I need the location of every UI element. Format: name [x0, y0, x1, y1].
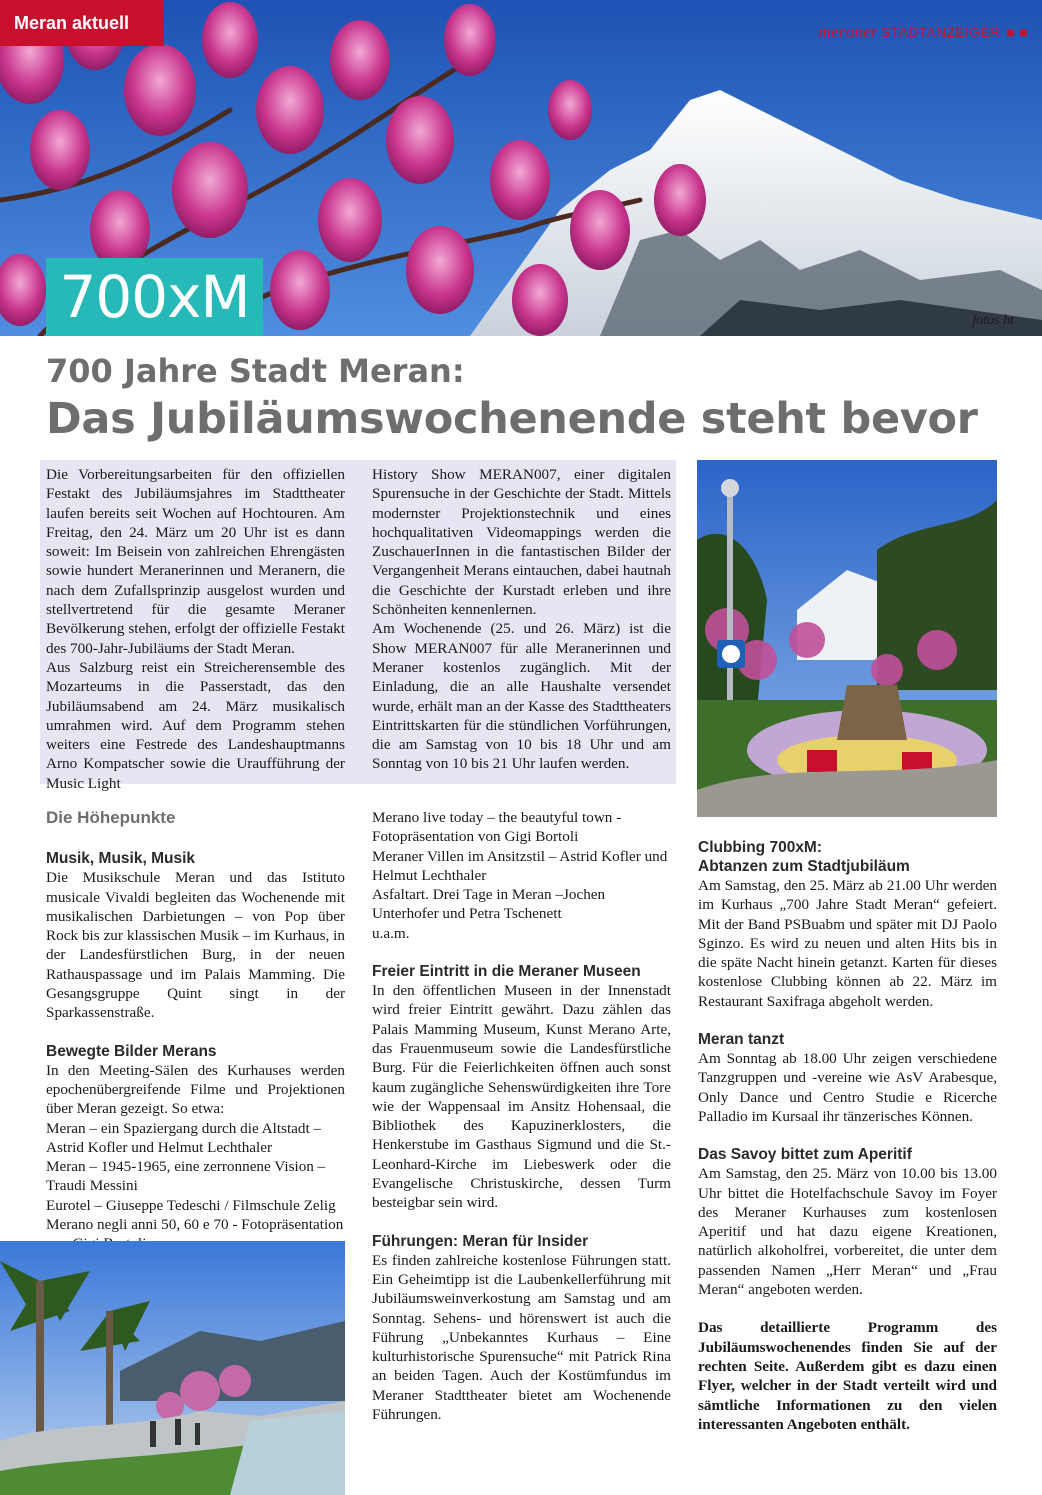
musik-text: Die Musikschule Meran und das Istituto musicale Vivaldi begleiten das Wochenende mit musikalischen Darbietungen – von Pop über Rock bis zur klassischen Musik – im Kurhaus, in der Landesfürstlichen Burg, in der neuen Rathauspassage und im Palais Mamming. Die Gesangsgruppe Quint singt in der Sparkassenstraße. — [46, 869, 345, 1022]
film-item: Meran – ein Spaziergang durch die Altstadt – Astrid Kofler und Helmut Lechthaler — [46, 1119, 322, 1156]
section-tag: Meran aktuell — [0, 0, 164, 46]
intro-paragraph: Aus Salzburg reist ein Streicherensemble des Mozarteums in die Passerstadt, das den Jubiläumsabend am 24. März musikalisch umrahmen wird. Auf dem Programm stehen weiters eine Festrede des Landeshauptmanns Arno Kompatscher sowie die Uraufführung der Music Light — [46, 658, 345, 792]
promenade-photo — [0, 1241, 345, 1495]
photo-credit: fotos ht — [972, 313, 1014, 328]
fuehrungen-heading: Führungen: Meran für Insider — [372, 1232, 589, 1250]
bilder-text: In den Meeting-Sälen des Kurhauses werden epochenübergreifende Filme und Projektionen über Meran gezeigt. So etwa: — [46, 1061, 345, 1118]
column-middle — [372, 808, 671, 1424]
clubbing-subheading: Abtanzen zum Stadtjubiläum — [698, 858, 910, 875]
savoy-heading: Das Savoy bittet zum Aperitif — [698, 1146, 912, 1164]
film-item: u.a.m. — [372, 924, 410, 942]
film-item: Meran – 1945-1965, eine zerronnene Vision – Traudi Messini — [46, 1158, 326, 1195]
article-kicker: 700 Jahre Stadt Meran: — [46, 352, 465, 390]
intro-paragraph: History Show MERAN007, einer digitalen Spurensuche in der Geschichte der Stadt. Mittels modernster Projektionstechnik und eines hochqualitativen Videomappings werden die ZuschauerInnen in die fantastischen Bilder der Vergangenheit Merans eintauchen, dabei hautnah die Geschichte der Kurstadt erleben und ihre Schönheiten kennenlernen. — [372, 466, 671, 619]
highlights-heading: Die Höhepunkte — [46, 808, 176, 827]
article-headline: Das Jubiläumswochenende steht bevor — [46, 394, 978, 444]
intro-column-left — [46, 465, 345, 793]
closing-note: Das detaillierte Programm des Jubiläumswochenendes finden Sie auf der rechten Seite. Außerdem gibt es dazu einen Flyer, welcher in der Stadt verteilt wird und sämtliche Informationen zu den vielen interessanten Angeboten enthält. — [698, 1319, 997, 1433]
park-photo — [697, 460, 997, 817]
film-item: Merano live today – the beautyful town - Fotopräsentation von Gigi Bortoli — [372, 809, 622, 846]
column-left — [46, 808, 345, 1254]
savoy-text: Am Samstag, den 25. März von 10.00 bis 13.00 Uhr bittet die Hotelfachschule Savoy im Foyer des Meraner Kurhauses zum kostenlosen Aperitif und hat dazu eigene Kreationen, natürlich alkoholfrei, vorbereitet, die unter dem passenden Namen „Herr Meran“ und „Frau Meran“ angeboten werden. — [698, 1165, 997, 1299]
film-item: Merano negli anni 50, 60 e 70 - Fotopräsentation — [46, 1216, 344, 1234]
musik-heading: Musik, Musik, Musik — [46, 850, 196, 868]
film-item: Asfaltart. Drei Tage in Meran –Jochen Unterhofer und Petra Tschenett — [372, 886, 606, 923]
film-item: Eurotel – Giuseppe Tedeschi / Filmschule Zelig — [46, 1196, 336, 1214]
masthead-title: STADTANZEIGER — [881, 24, 1001, 40]
masthead — [818, 22, 1028, 42]
jubilee-logo: 700xM — [46, 258, 263, 336]
clubbing-text: Am Samstag, den 25. März ab 21.00 Uhr werden im Kurhaus „700 Jahre Stadt Meran“ gefeiert. Mit der Band PSBuabm und später mit DJ Paolo Sginzo. Es wird zu neuen und alten Hits bis in die späte Nacht hinein getanzt. Karten für dieses kostenlose Clubbing können ab 22. März im Restaurant Saxifraga abgeholt werden. — [698, 877, 997, 1010]
masthead-dots: ■ ■ — [1006, 24, 1028, 40]
intro-paragraph: Die Vorbereitungsarbeiten für den offiziellen Festakt des Jubiläumsjahres im Stadttheater laufen bereits seit Wochen auf Hochtouren. Am Freitag, den 24. März um 20 Uhr ist es dann soweit: Im Beisein von zahlreichen Ehrengästen sowie hundert Meranerinnen und Meranern, die nach dem Zufallsprinzip ausgelost wurden und stellvertretend für die gesamte Meraner Bevölkerung stehen, erfolgt der offizielle Festakt des 700-Jahr-Jubiläums der Stadt Meran. — [46, 466, 345, 657]
column-right — [698, 838, 997, 1434]
bilder-heading: Bewegte Bilder Merans — [46, 1042, 217, 1060]
masthead-brand: meraner — [818, 22, 879, 41]
tanzt-text: Am Sonntag ab 18.00 Uhr zeigen verschiedene Tanzgruppen und -vereine wie AsV Arabesque, Only Dance und Centro Studie e Ricerche Palladio im Kursaal ihr tänzerisches Können. — [698, 1050, 997, 1125]
fuehrungen-text: Es finden zahlreiche kostenlose Führungen statt. Ein Geheimtipp ist die Laubenkellerführung mit Jubiläumsweinverkostung am Samstag und am Sonntag. Sehens- und hörenswert ist auch die Führung „Unbekanntes Kurhaus – Eine kulturhistorische Spurensuche“ mit Patrick Rina an beiden Tagen. Auch der Kostümfundus im Meraner Stadttheater bietet am Wochenende Führungen. — [372, 1251, 671, 1424]
museen-text: In den öffentlichen Museen in der Innenstadt wird freier Eintritt gewährt. Dazu zählen das Palais Mamming Museum, Kunst Merano Arte, das Frauenmuseum sowie die Landesfürstliche Burg. Für die Feierlichkeiten öffnen auch sonst kaum zugängliche Sehenswürdigkeiten ihre Tore wie der Wappensaal im Ansitz Hohensaal, die Bibliothek des Kapuzinerklosters, die Henkerstube im Gasthaus Sigmund und die St.-Leonhard-Kirche im Liebeswerk oder die Evangelische Christuskirche, dessen Turm besteigbar sein wird. — [372, 982, 671, 1212]
clubbing-heading: Clubbing 700xM: — [698, 839, 823, 856]
intro-paragraph: Am Wochenende (25. und 26. März) ist die Show MERAN007 für alle Meranerinnen und Meraner kostenlos zugänglich. Mit der Einladung, die an alle Haushalte versendet wurde, erhält man an der Kasse des Stadttheaters Eintrittskarten für die stündlichen Vorführungen, die am Samstag von 10 bis 18 Uhr und am Sonntag von 10 bis 21 Uhr laufen werden. — [372, 620, 671, 773]
museen-heading: Freier Eintritt in die Meraner Museen — [372, 963, 641, 981]
intro-column-right — [372, 465, 671, 774]
tanzt-heading: Meran tanzt — [698, 1031, 785, 1049]
film-item: Meraner Villen im Ansitzstil – Astrid Kofler und Helmut Lechthaler — [372, 847, 668, 884]
